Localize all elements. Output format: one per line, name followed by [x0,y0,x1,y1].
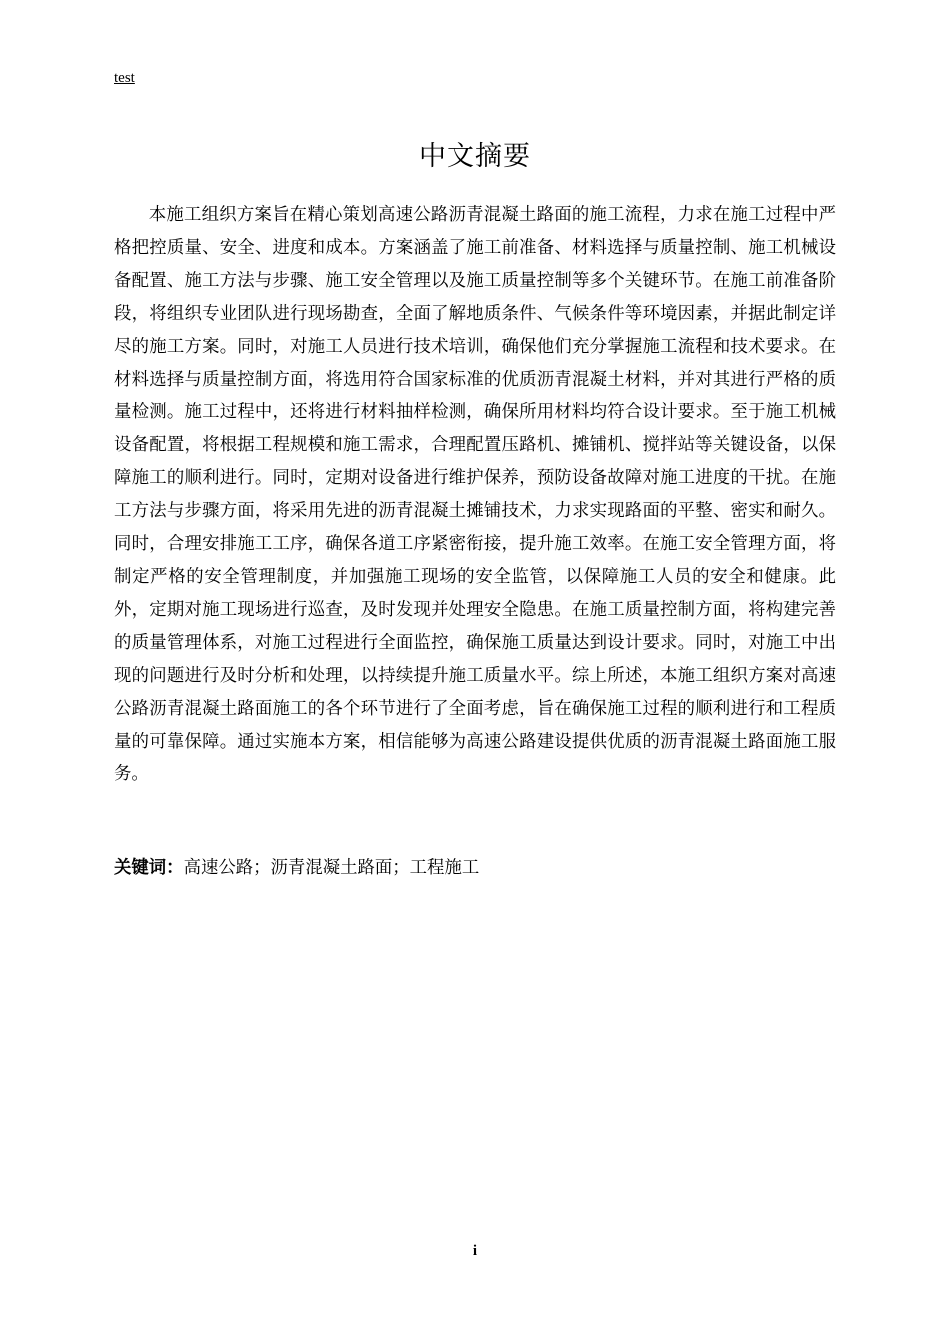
keywords-text: 高速公路；沥青混凝土路面；工程施工 [183,858,480,878]
keywords-line [114,852,836,884]
abstract-paragraph: 本施工组织方案旨在精心策划高速公路沥青混凝土路面的施工流程，力求在施工过程中严格把控质量、安全、进度和成本。方案涵盖了施工前准备、材料选择与质量控制、施工机械设备配置、施工方法与步骤、施工安全管理以及施工质量控制等多个关键环节。在施工前准备阶段，将组织专业团队进行现场勘查，全面了解地质条件、气候条件等环境因素，并据此制定详尽的施工方案。同时，对施工人员进行技术培训，确保他们充分掌握施工流程和技术要求。在材料选择与质量控制方面，将选用符合国家标准的优质沥青混凝土材料，并对其进行严格的质量检测。施工过程中，还将进行材料抽样检测，确保所用材料均符合设计要求。至于施工机械设备配置，将根据工程规模和施工需求，合理配置压路机、摊铺机、搅拌站等关键设备，以保障施工的顺利进行。同时，定期对设备进行维护保养，预防设备故障对施工进度的干扰。在施工方法与步骤方面，将采用先进的沥青混凝土摊铺技术，力求实现路面的平整、密实和耐久。同时，合理安排施工工序，确保各道工序紧密衔接，提升施工效率。在施工安全管理方面，将制定严格的安全管理制度，并加强施工现场的安全监管，以保障施工人员的安全和健康。此外，定期对施工现场进行巡查，及时发现并处理安全隐患。在施工质量控制方面，将构建完善的质量管理体系，对施工过程进行全面监控，确保施工质量达到设计要求。同时，对施工中出现的问题进行及时分析和处理，以持续提升施工质量水平。综上所述，本施工组织方案对高速公路沥青混凝土路面施工的各个环节进行了全面考虑，旨在确保施工过程的顺利进行和工程质量的可靠保障。通过实施本方案，相信能够为高速公路建设提供优质的沥青混凝土路面施工服务。 [114,205,836,785]
page-title: 中文摘要 [419,141,531,172]
header-link[interactable]: test [114,70,135,86]
keywords-label: 关键词： [114,858,184,878]
page-number: i [472,1243,478,1259]
